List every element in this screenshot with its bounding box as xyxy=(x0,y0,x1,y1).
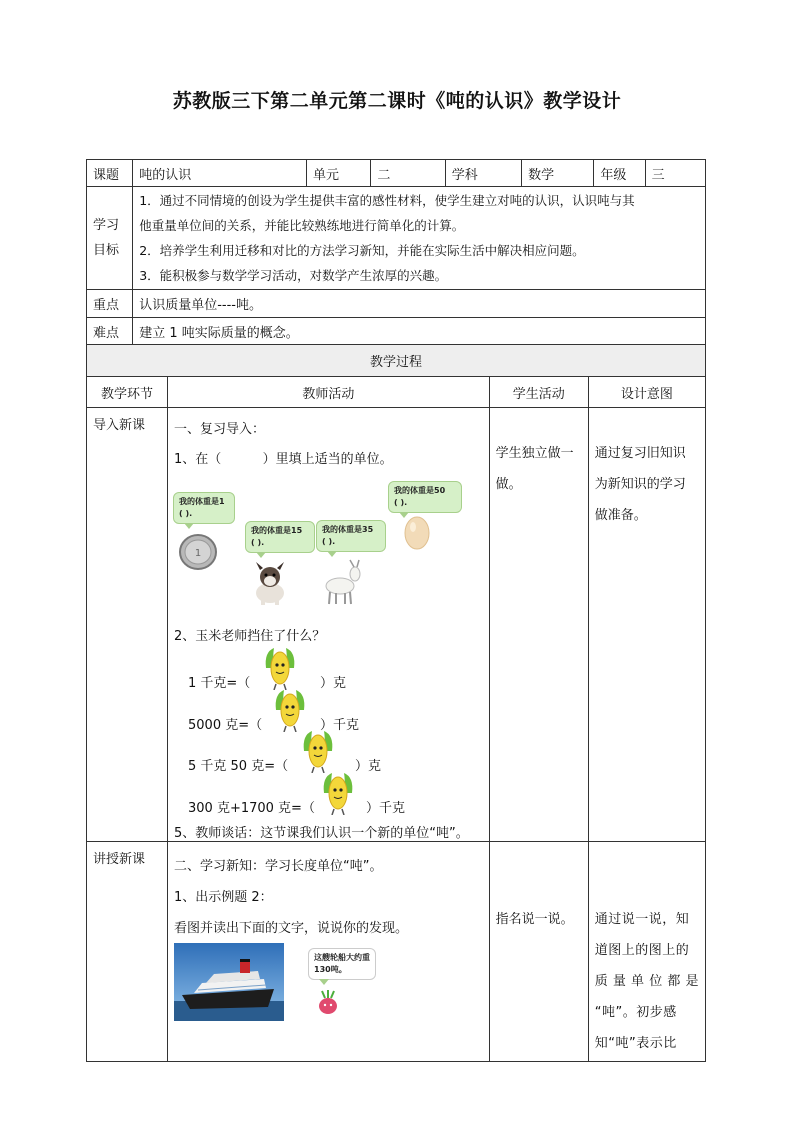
corn-teacher-icon xyxy=(320,771,356,815)
grade-label: 年级 xyxy=(594,160,645,187)
section1-intent-cell xyxy=(588,408,705,842)
col-intent: 设计意图 xyxy=(588,377,705,408)
subject-value: 数学 xyxy=(522,160,594,187)
goals-content xyxy=(133,187,706,290)
bubble-egg-text: 我的体重是50 xyxy=(394,486,446,495)
eq3-left: 5 千克 50 克=（ xyxy=(188,759,289,774)
goals-label xyxy=(87,187,133,290)
bubble-goat xyxy=(316,520,386,552)
unit-value: 二 xyxy=(371,160,445,187)
section2-student: 指名说一说。 xyxy=(489,842,588,1062)
bubble-egg xyxy=(388,481,462,513)
section2-intent-line1: 通过说一说，知 xyxy=(594,912,690,927)
cruise-ship-image xyxy=(174,943,284,1021)
eq1-left: 1 千克=（ xyxy=(188,676,251,691)
goat-icon xyxy=(320,558,364,606)
section1-intent-line1: 通过复习旧知识 xyxy=(594,446,686,461)
goals-label-line2: 目标 xyxy=(93,243,120,258)
goal-line-4: 3．能积极参与数学学习活动，对数学产生浓厚的兴趣。 xyxy=(139,268,448,283)
ship-bubble xyxy=(308,948,376,980)
section2-prompt: 看图并读出下面的文字，说说你的发现。 xyxy=(174,921,409,936)
col-teacher: 教师活动 xyxy=(168,377,490,408)
section1-student-line2: 做。 xyxy=(495,477,522,492)
section2-example: 1、出示例题 2： xyxy=(174,890,273,905)
section2-intent-line4: “吨”。初步感 xyxy=(594,1005,677,1020)
section1-student-line1: 学生独立做一 xyxy=(495,446,574,461)
difficulty-value: 建立 1 吨实际质量的概念。 xyxy=(133,318,706,345)
section1-stage: 导入新课 xyxy=(87,408,168,842)
section1-heading: 一、复习导入： xyxy=(174,422,266,437)
goal-line-3: 2．培养学生利用迁移和对比的方法学习新知，并能在实际生活中解决相应问题。 xyxy=(139,243,585,258)
svg-text:1: 1 xyxy=(194,548,202,559)
egg-icon xyxy=(402,513,432,551)
section2-intent-cell xyxy=(588,842,705,1062)
key-value: 认识质量单位----吨。 xyxy=(133,290,706,318)
ship-bubble-line2: 130吨。 xyxy=(314,965,347,974)
page-title: 苏教版三下第二单元第二课时《吨的认识》教学设计 xyxy=(172,90,622,112)
eq2-left: 5000 克=（ xyxy=(188,718,263,733)
subject-label: 学科 xyxy=(445,160,521,187)
section1-q5: 5、教师谈话：这节课我们认识一个新的单位“吨”。 xyxy=(174,826,469,841)
bubble-egg-blank: ( ). xyxy=(394,498,408,507)
lesson-info-table xyxy=(86,159,706,345)
bubble-coin xyxy=(173,492,235,524)
goal-line-2: 他重量单位间的关系，并能比较熟练地进行简单化的计算。 xyxy=(139,218,465,233)
unit-label: 单元 xyxy=(307,160,371,187)
topic-label: 课题 xyxy=(87,160,133,187)
section1-q2: 2、玉米老师挡住了什么？ xyxy=(174,629,326,644)
eq1-right: ）克 xyxy=(320,676,347,691)
section2-intent-line2: 道图上的图上的 xyxy=(594,943,690,958)
section2-intent-line5: 知“吨”表示比 xyxy=(594,1036,677,1051)
bubble-dog xyxy=(245,521,315,553)
bubble-goat-text: 我的体重是35 xyxy=(322,525,374,534)
section2-stage: 讲授新课 xyxy=(87,842,168,1062)
col-student: 学生活动 xyxy=(489,377,588,408)
section1-student-cell xyxy=(489,408,588,842)
key-label: 重点 xyxy=(87,290,133,318)
bubble-goat-blank: ( ). xyxy=(322,537,336,546)
section1-intent-line3: 做准备。 xyxy=(594,508,647,523)
col-stage: 教学环节 xyxy=(87,377,168,408)
eq2-right: ）千克 xyxy=(320,718,360,733)
topic-value: 吨的认识 xyxy=(133,160,307,187)
eq3-right: ）克 xyxy=(355,759,382,774)
corn-teacher-icon xyxy=(272,688,308,732)
goal-line-1: 1．通过不同情境的创设为学生提供丰富的感性材料，使学生建立对吨的认识，认识吨与其 xyxy=(139,193,635,208)
bubble-dog-blank: ( ). xyxy=(251,538,265,547)
section2-heading: 二、学习新知：学习长度单位“吨”。 xyxy=(174,859,383,874)
difficulty-label: 难点 xyxy=(87,318,133,345)
coin-icon xyxy=(178,533,218,571)
section1-q1: 1、在（ ）里填上适当的单位。 xyxy=(174,452,393,467)
eq4-left: 300 克+1700 克=（ xyxy=(188,801,315,816)
section2-intent-line3: 质 量 单 位 都 是 xyxy=(594,974,699,989)
ship-bubble-line1: 这艘轮船大约重 xyxy=(314,953,370,962)
corn-teacher-icon xyxy=(262,646,298,690)
eq4-right: ）千克 xyxy=(366,801,406,816)
bubble-coin-blank: ( ). xyxy=(179,509,193,518)
puppy-icon xyxy=(250,560,290,606)
bubble-coin-text: 我的体重是1 xyxy=(179,497,225,506)
section1-intent-line2: 为新知识的学习 xyxy=(594,477,686,492)
grade-value: 三 xyxy=(645,160,705,187)
process-header: 教学过程 xyxy=(87,345,706,377)
radish-icon xyxy=(317,990,339,1016)
goals-label-line1: 学习 xyxy=(93,218,120,233)
bubble-dog-text: 我的体重是15 xyxy=(251,526,303,535)
corn-teacher-icon xyxy=(300,729,336,773)
